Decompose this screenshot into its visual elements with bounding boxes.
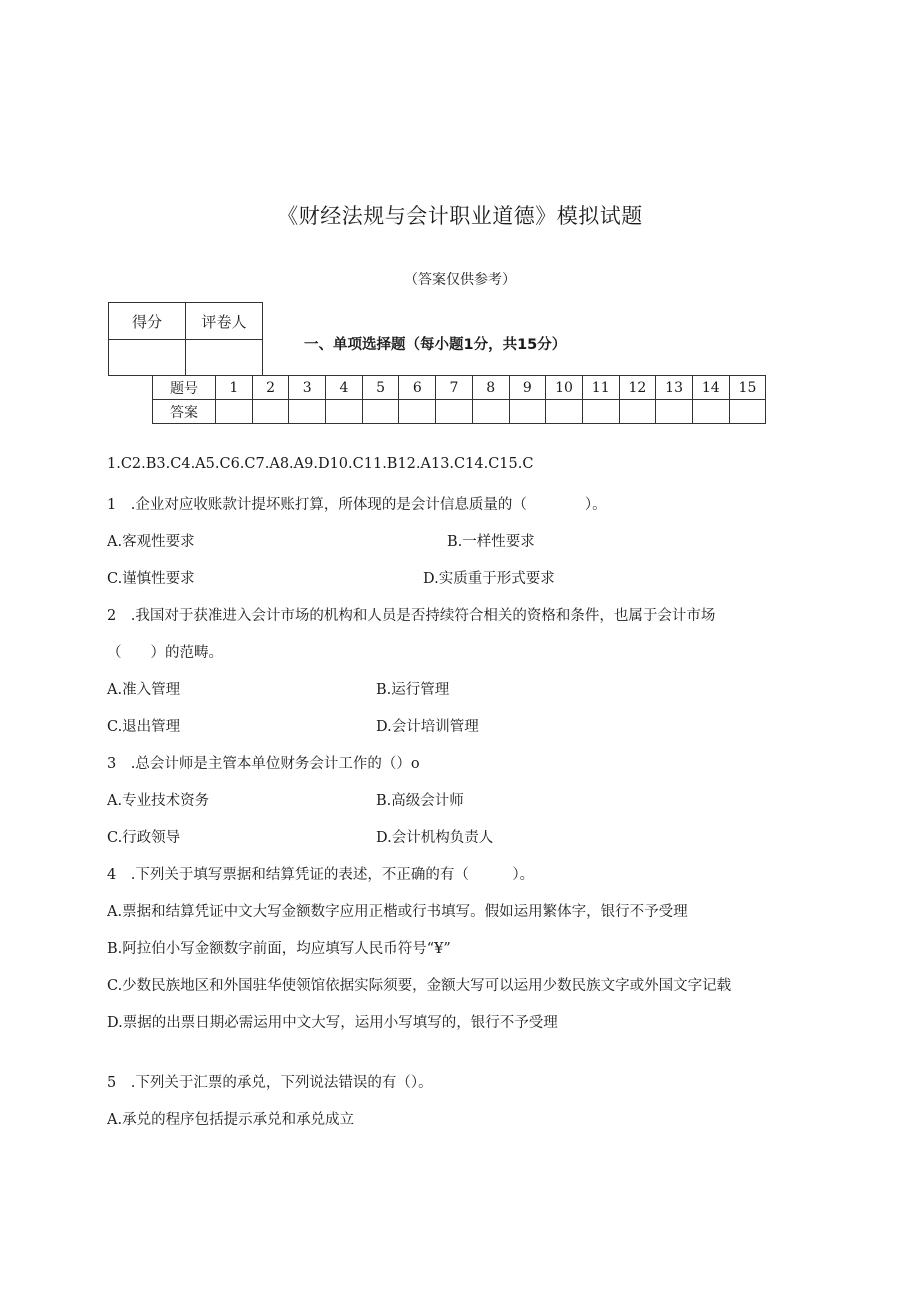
question-number-cell: 11: [582, 376, 619, 400]
page-title: 《财经法规与会计职业道德》模拟试题: [277, 204, 643, 228]
question-number-cell: 7: [436, 376, 473, 400]
question-number-cell: 12: [619, 376, 656, 400]
answer-cell[interactable]: [436, 400, 473, 424]
question-2-stem-continued: （ ）的范畴。: [107, 645, 223, 661]
question-1-option-c: C.谨慎性要求: [107, 571, 195, 587]
answer-cell[interactable]: [399, 400, 436, 424]
question-number-cell: 8: [472, 376, 509, 400]
question-number-cell: 2: [252, 376, 289, 400]
answer-cell[interactable]: [546, 400, 583, 424]
question-2-stem: 2 .我国对于获准进入会计市场的机构和人员是否持续符合相关的资格和条件，也属于会计市场: [107, 608, 716, 624]
answer-cell[interactable]: [362, 400, 399, 424]
question-number-label: 题号: [153, 376, 216, 400]
question-4-option-a: A.票据和结算凭证中文大写金额数字应用正楷或行书填写。假如运用繁体字，银行不予受理: [107, 904, 688, 920]
question-number-cell: 1: [216, 376, 253, 400]
answer-cell[interactable]: [289, 400, 326, 424]
answer-cell[interactable]: [729, 400, 766, 424]
answer-cell[interactable]: [326, 400, 363, 424]
question-4-option-b: B.阿拉伯小写金额数字前面，均应填写人民币符号“¥”: [107, 941, 451, 957]
section-heading: 一、单项选择题（每小题1分，共15分）: [304, 337, 567, 353]
question-number-cell: 4: [326, 376, 363, 400]
question-3-option-b: B.高级会计师: [376, 793, 464, 809]
question-5-stem: 5 .下列关于汇票的承兑，下列说法错误的有（）。: [107, 1075, 433, 1091]
answer-table: [152, 375, 766, 424]
question-5-option-a: A.承兑的程序包括提示承兑和承兑成立: [107, 1112, 355, 1128]
question-number-cell: 10: [546, 376, 583, 400]
answer-cell[interactable]: [619, 400, 656, 424]
answer-cell[interactable]: [582, 400, 619, 424]
question-3-stem: 3 .总会计师是主管本单位财务会计工作的（）o: [107, 756, 420, 772]
question-3-option-d: D.会计机构负责人: [376, 830, 494, 846]
question-1-option-b: B.一样性要求: [447, 534, 535, 550]
question-3-option-c: C.行政领导: [107, 830, 181, 846]
question-2-option-c: C.退出管理: [107, 719, 181, 735]
question-number-cell: 15: [729, 376, 766, 400]
question-3-option-a: A.专业技术资务: [107, 793, 210, 809]
question-2-option-d: D.会计培训管理: [376, 719, 479, 735]
question-4-option-c: C.少数民族地区和外国驻华使领馆依据实际须要，金额大写可以运用少数民族文字或外国文字记载: [107, 978, 732, 994]
answer-cell[interactable]: [216, 400, 253, 424]
question-number-cell: 9: [509, 376, 546, 400]
grader-cell[interactable]: [186, 340, 263, 376]
answer-label: 答案: [153, 400, 216, 424]
page-subtitle: （答案仅供参考）: [404, 272, 516, 288]
question-number-cell: 5: [362, 376, 399, 400]
question-number-cell: 6: [399, 376, 436, 400]
question-2-option-a: A.准入管理: [107, 682, 181, 698]
question-number-cell: 3: [289, 376, 326, 400]
answer-cell[interactable]: [656, 400, 693, 424]
answer-cell[interactable]: [472, 400, 509, 424]
score-cell[interactable]: [109, 340, 186, 376]
question-number-cell: 14: [692, 376, 729, 400]
question-1-option-a: A.客观性要求: [107, 534, 195, 550]
answer-key: 1.C2.B3.C4.A5.C6.C7.A8.A9.D10.C11.B12.A13.C14.C15.C: [107, 456, 534, 472]
question-number-cell: 13: [656, 376, 693, 400]
answer-cell[interactable]: [509, 400, 546, 424]
question-2-option-b: B.运行管理: [376, 682, 450, 698]
score-table: [108, 302, 263, 376]
answer-cell[interactable]: [252, 400, 289, 424]
question-4-option-d: D.票据的出票日期必需运用中文大写，运用小写填写的，银行不予受理: [107, 1015, 558, 1031]
question-4-stem: 4 .下列关于填写票据和结算凭证的表述，不正确的有（ ）。: [107, 867, 535, 883]
score-label: 得分: [109, 303, 186, 340]
answer-cell[interactable]: [692, 400, 729, 424]
grader-label: 评卷人: [186, 303, 263, 340]
question-1-stem: 1 .企业对应收账款计提坏账打算，所体现的是会计信息质量的（ ）。: [107, 497, 607, 513]
question-1-option-d: D.实质重于形式要求: [423, 571, 555, 587]
